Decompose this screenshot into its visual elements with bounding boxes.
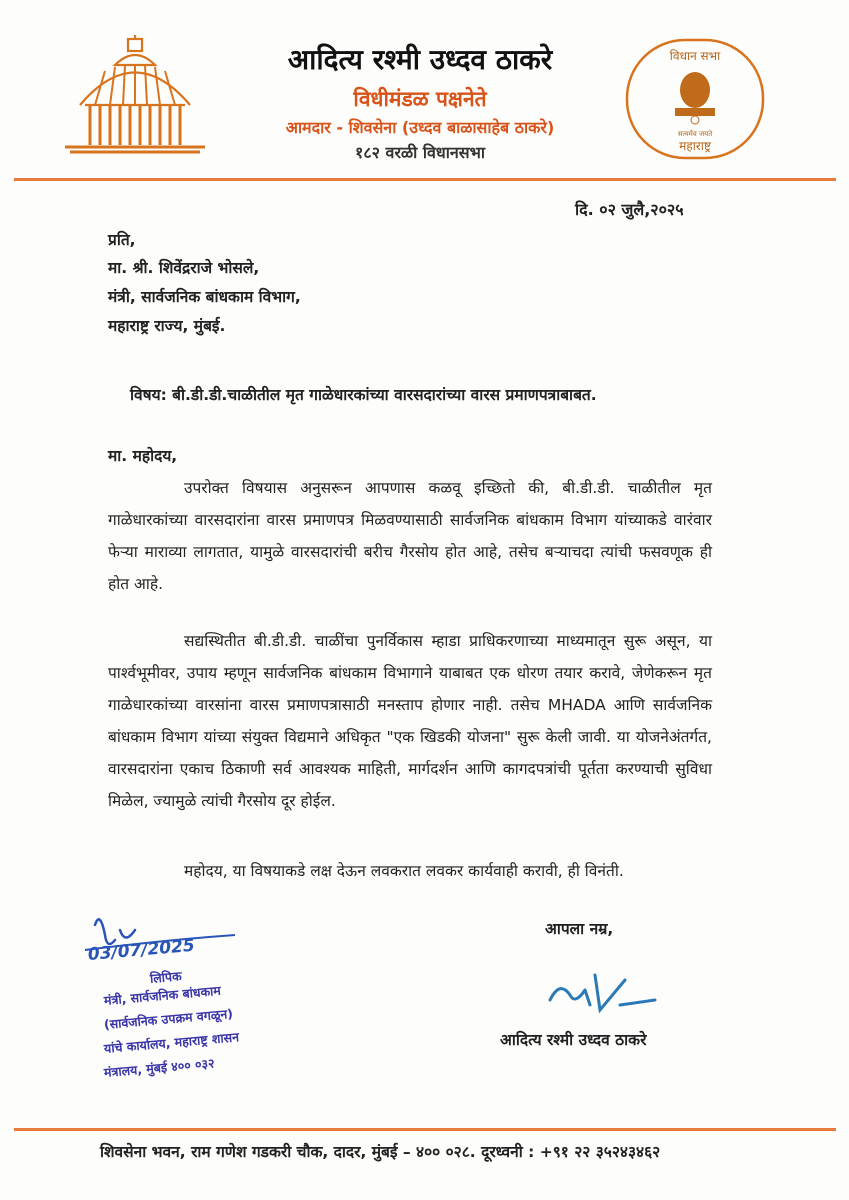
header-party: आमदार - शिवसेना (उध्दव बाळासाहेब ठाकरे) [285, 118, 555, 137]
letter-date: दि. ०२ जुलै,२०२५ [575, 200, 684, 219]
recipient-line1: मा. श्री. शिवेंद्रराजे भोसले, [108, 259, 260, 277]
stamp-line3: (सार्वजनिक उपक्रम वगळून) [103, 1005, 234, 1032]
recipient-to: प्रति, [108, 231, 136, 249]
stamp-date: 03/07/2025 [87, 935, 196, 965]
footer-divider [14, 1128, 836, 1131]
salutation: मा. महोदय, [108, 447, 178, 465]
emblem-top-text: विधान सभा [669, 49, 721, 63]
signatory-name: आदित्य रश्मी उध्दव ठाकरे [500, 1031, 647, 1049]
letter-subject: विषय: बी.डी.डी.चाळीतील मृत गाळेधारकांच्या वारसदारांच्या वारस प्रमाणपत्राबाबत. [130, 386, 597, 404]
recipient-line3: महाराष्ट्र राज्य, मुंबई. [108, 317, 226, 335]
vidhan-sabha-emblem-logo [625, 38, 765, 160]
closing: आपला नम्र, [545, 920, 614, 938]
header-role: विधीमंडळ पक्षनेते [353, 87, 487, 111]
paragraph-text: उपरोक्त विषयास अनुसरून आपणास कळवू इच्छितो की, बी.डी.डी. चाळीतील मृत गाळेधारकांच्या वारसदारांना वारस प्रमाणपत्र मिळवण्यासाठी सार्वजनिक बांधकाम विभाग यांच्याकडे वारंवार फेऱ्या माराव्या लागतात, यामुळे वारसदारांची बरीच गैरसोय होत आहे, तसेच बऱ्याचदा त्यांची फसवणूक ही होत आहे. [108, 479, 712, 593]
paragraph-text: महोदय, या विषयाकडे लक्ष देऊन लवकरात लवकर कार्यवाही करावी, ही विनंती. [184, 862, 624, 880]
header-constituency: १८२ वरळी विधानसभा [355, 143, 485, 162]
stamp-line2: मंत्री, सार्वजनिक बांधकाम [103, 982, 222, 1008]
emblem-bottom-text: महाराष्ट्र [679, 139, 711, 153]
vidhan-bhavan-dome-logo [60, 35, 210, 155]
body-paragraph-2 [108, 625, 712, 817]
handwritten-signature [540, 960, 660, 1020]
paragraph-text: सद्यस्थितीत बी.डी.डी. चाळींचा पुनर्विकास म्हाडा प्राधिकरणाच्या माध्यमातून सुरू असून, या पार्श्वभूमीवर, उपाय म्हणून सार्वजनिक बांधकाम विभागाने याबाबत एक धोरण तयार करावे, जेणेकरून मृत गाळेधारकांच्या वारसांना वारस प्रमाणपत्रासाठी मनस्ताप होणार नाही. तसेच MHADA आणि सार्वजनिक बांधकाम विभाग यांच्या संयुक्त विद्यमाने अधिकृत "एक खिडकी योजना" सुरू केली जावी. या योजनेअंतर्गत, वारसदारांना एकाच ठिकाणी सर्व आवश्यक माहिती, मार्गदर्शन आणि कागदपत्रांची पूर्तता करण्याची सुविधा मिळेल, ज्यामुळे त्यांची गैरसोय दूर होईल. [108, 632, 712, 810]
header-divider [14, 178, 836, 181]
stamp-line5: मंत्रालय, मुंबई ४०० ०३२ [103, 1055, 216, 1080]
stamp-line1: लिपिक [149, 968, 183, 986]
body-paragraph-3 [108, 855, 712, 887]
footer-address: शिवसेना भवन, राम गणेश गडकरी चौक, दादर, मुंबई – ४०० ०२८. दूरध्वनी : +९१ २२ ३५२४३४६२ [100, 1143, 661, 1161]
emblem-motto-text: सत्यमेव जयते [677, 130, 713, 138]
recipient-line2: मंत्री, सार्वजनिक बांधकाम विभाग, [108, 288, 301, 306]
stamp-line4: यांचे कार्यालय, महाराष्ट्र शासन [103, 1029, 240, 1056]
body-paragraph-1 [108, 472, 712, 600]
header-name: आदित्य रश्मी उध्दव ठाकरे [287, 43, 553, 76]
